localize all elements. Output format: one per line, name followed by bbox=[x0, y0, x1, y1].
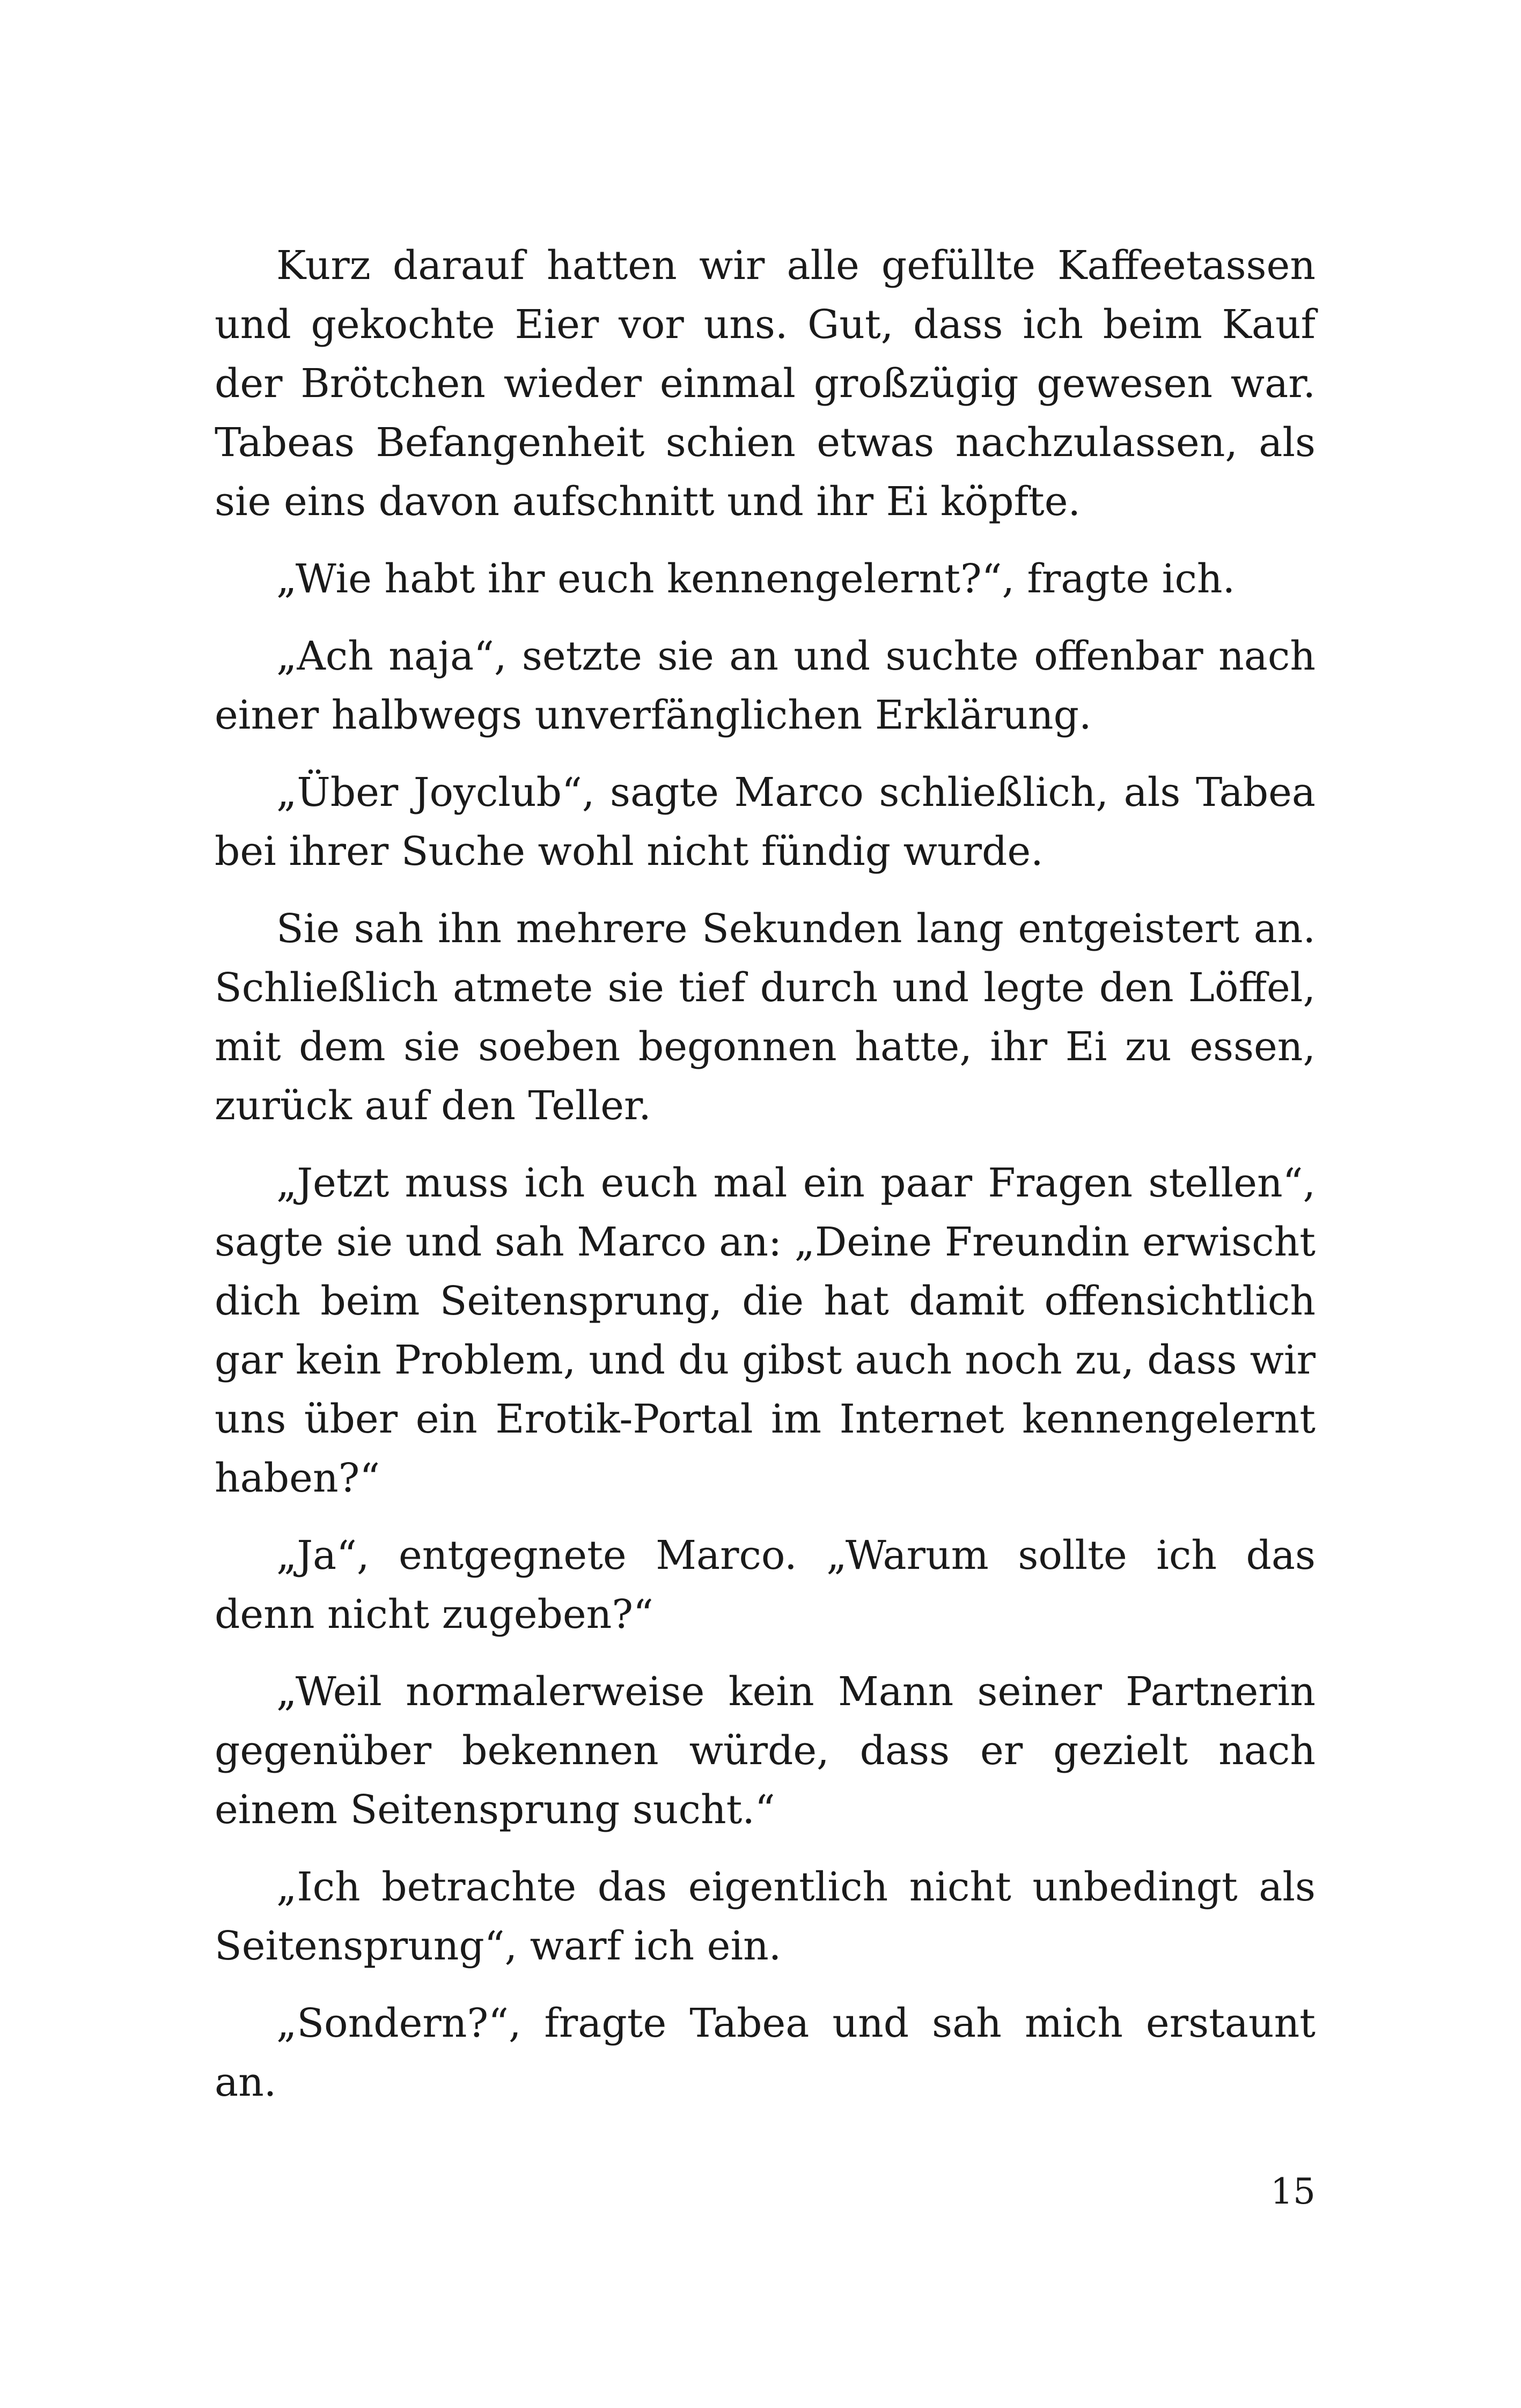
paragraph: „Jetzt muss ich euch mal ein paar Fragen stellen“, sagte sie und sah Marco an: „Deine Freundin erwischt dich beim Seitensprung, die hat damit offensichtlich gar kein Problem, und du gibst auch noch zu, dass wir uns über ein Erotik-Portal im Internet kennengelernt haben?“ bbox=[215, 1160, 1316, 1501]
body-text bbox=[215, 236, 1316, 2130]
paragraph: „Sondern?“, fragte Tabea und sah mich erstaunt an. bbox=[215, 2000, 1316, 2105]
paragraph: „Ich betrachte das eigentlich nicht unbedingt als Seitensprung“, warf ich ein. bbox=[215, 1864, 1316, 1969]
paragraph: „Weil normalerweise kein Mann seiner Partnerin gegenüber bekennen würde, dass er gezielt nach einem Seitensprung sucht.“ bbox=[215, 1669, 1316, 1833]
paragraph: „Wie habt ihr euch kennengelernt?“, fragte ich. bbox=[276, 556, 1236, 602]
paragraph: „Ach naja“, setzte sie an und suchte offenbar nach einer halbwegs unverfänglichen Erklärung. bbox=[215, 633, 1316, 738]
paragraph: Sie sah ihn mehrere Sekunden lang entgeistert an. Schließlich atmete sie tief durch und legte den Löffel, mit dem sie soeben begonnen hatte, ihr Ei zu essen, zurück auf den Teller. bbox=[215, 906, 1316, 1129]
paragraph: „Über Joyclub“, sagte Marco schließlich, als Tabea bei ihrer Suche wohl nicht fündig wurde. bbox=[215, 769, 1316, 875]
paragraph: Kurz darauf hatten wir alle gefüllte Kaffeetassen und gekochte Eier vor uns. Gut, dass ich beim Kauf der Brötchen wieder einmal großzügig gewesen war. Tabeas Befangenheit schien etwas nachzulassen, als sie eins davon aufschnitt und ihr Ei köpfte. bbox=[215, 243, 1316, 525]
page-number: 15 bbox=[1270, 2171, 1316, 2212]
paragraph: „Ja“, entgegnete Marco. „Warum sollte ich das denn nicht zugeben?“ bbox=[215, 1532, 1316, 1638]
